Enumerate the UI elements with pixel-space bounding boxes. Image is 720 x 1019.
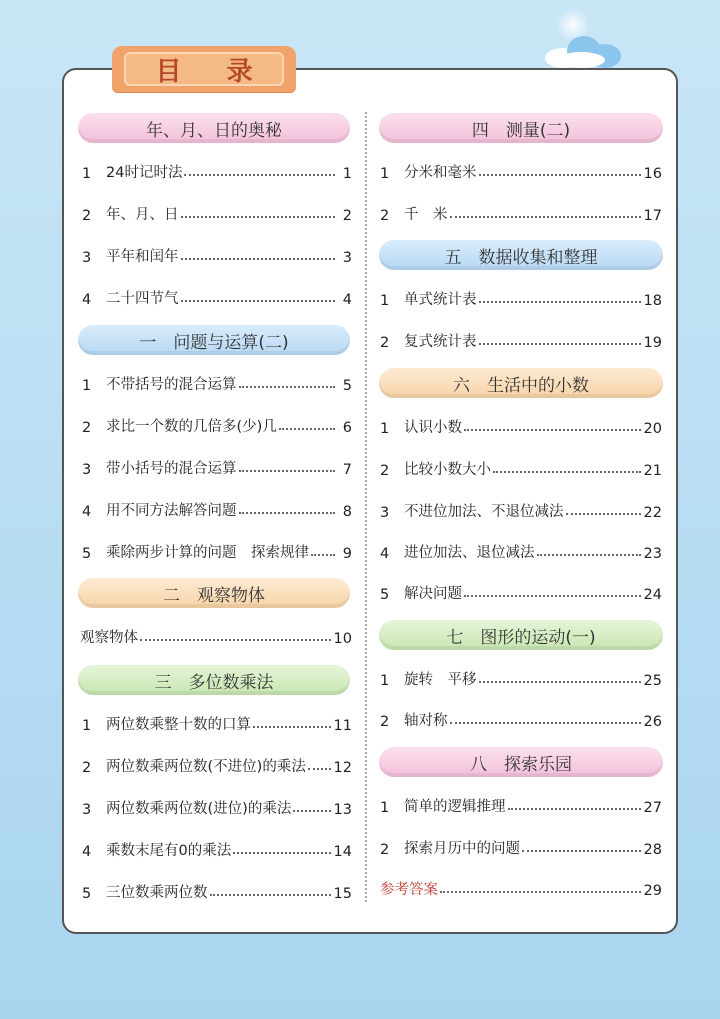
section-banner: 七 图形的运动(一): [379, 620, 663, 650]
toc-entry[interactable]: 1 分米和毫米 16: [380, 165, 662, 182]
section-banner: 三 多位数乘法: [78, 665, 350, 695]
column-divider: [365, 112, 367, 902]
toc-entry[interactable]: 4 用不同方法解答问题 8: [82, 503, 352, 520]
toc-entry[interactable]: 5 三位数乘两位数 15: [82, 885, 352, 902]
toc-entry[interactable]: 4 乘数末尾有0的乘法 14: [82, 843, 352, 860]
toc-entry[interactable]: 观察物体 10: [80, 630, 352, 647]
page-title: 目 录: [124, 52, 284, 86]
toc-entry[interactable]: 2 探索月历中的问题 28: [380, 841, 662, 858]
section-banner: 六 生活中的小数: [379, 368, 663, 398]
toc-entry[interactable]: 2 千 米 17: [380, 207, 662, 224]
toc-entry[interactable]: 5 解决问题 24: [380, 586, 662, 603]
toc-entry[interactable]: 2 复式统计表 19: [380, 334, 662, 351]
toc-entry[interactable]: 3 带小括号的混合运算 7: [82, 461, 352, 478]
toc-entry[interactable]: 2 两位数乘两位数(不进位)的乘法 12: [82, 759, 352, 776]
section-banner: 二 观察物体: [78, 578, 350, 608]
toc-entry[interactable]: 3 两位数乘两位数(进位)的乘法 13: [82, 801, 352, 818]
toc-entry[interactable]: 1 两位数乘整十数的口算 11: [82, 717, 352, 734]
toc-entry[interactable]: 4 进位加法、退位减法 23: [380, 545, 662, 562]
section-banner: 一 问题与运算(二): [78, 325, 350, 355]
toc-entry[interactable]: 1 单式统计表 18: [380, 292, 662, 309]
section-banner: 五 数据收集和整理: [379, 240, 663, 270]
toc-entry[interactable]: 1 简单的逻辑推理 27: [380, 799, 662, 816]
toc-entry[interactable]: 1 24时记时法 1: [82, 165, 352, 182]
section-banner: 八 探索乐园: [379, 747, 663, 777]
toc-entry[interactable]: 1 旋转 平移 25: [380, 672, 662, 689]
toc-entry[interactable]: 1 认识小数 20: [380, 420, 662, 437]
toc-entry[interactable]: 2 年、月、日 2: [82, 207, 352, 224]
toc-entry[interactable]: 2 比较小数大小 21: [380, 462, 662, 479]
toc-entry[interactable]: 5 乘除两步计算的问题 探索规律 9: [82, 545, 352, 562]
toc-entry[interactable]: 3 不进位加法、不退位减法 22: [380, 504, 662, 521]
toc-entry-answers[interactable]: 参考答案 29: [380, 882, 662, 899]
toc-entry[interactable]: 4 二十四节气 4: [82, 291, 352, 308]
section-banner: 四 测量(二): [379, 113, 663, 143]
title-tab: [112, 46, 296, 92]
cloud-icon: [545, 30, 625, 70]
toc-entry[interactable]: 3 平年和闰年 3: [82, 249, 352, 266]
toc-entry[interactable]: 2 求比一个数的几倍多(少)几 6: [82, 419, 352, 436]
toc-entry[interactable]: 2 轴对称 26: [380, 713, 662, 730]
toc-entry[interactable]: 1 不带括号的混合运算 5: [82, 377, 352, 394]
section-banner: 年、月、日的奥秘: [78, 113, 350, 143]
